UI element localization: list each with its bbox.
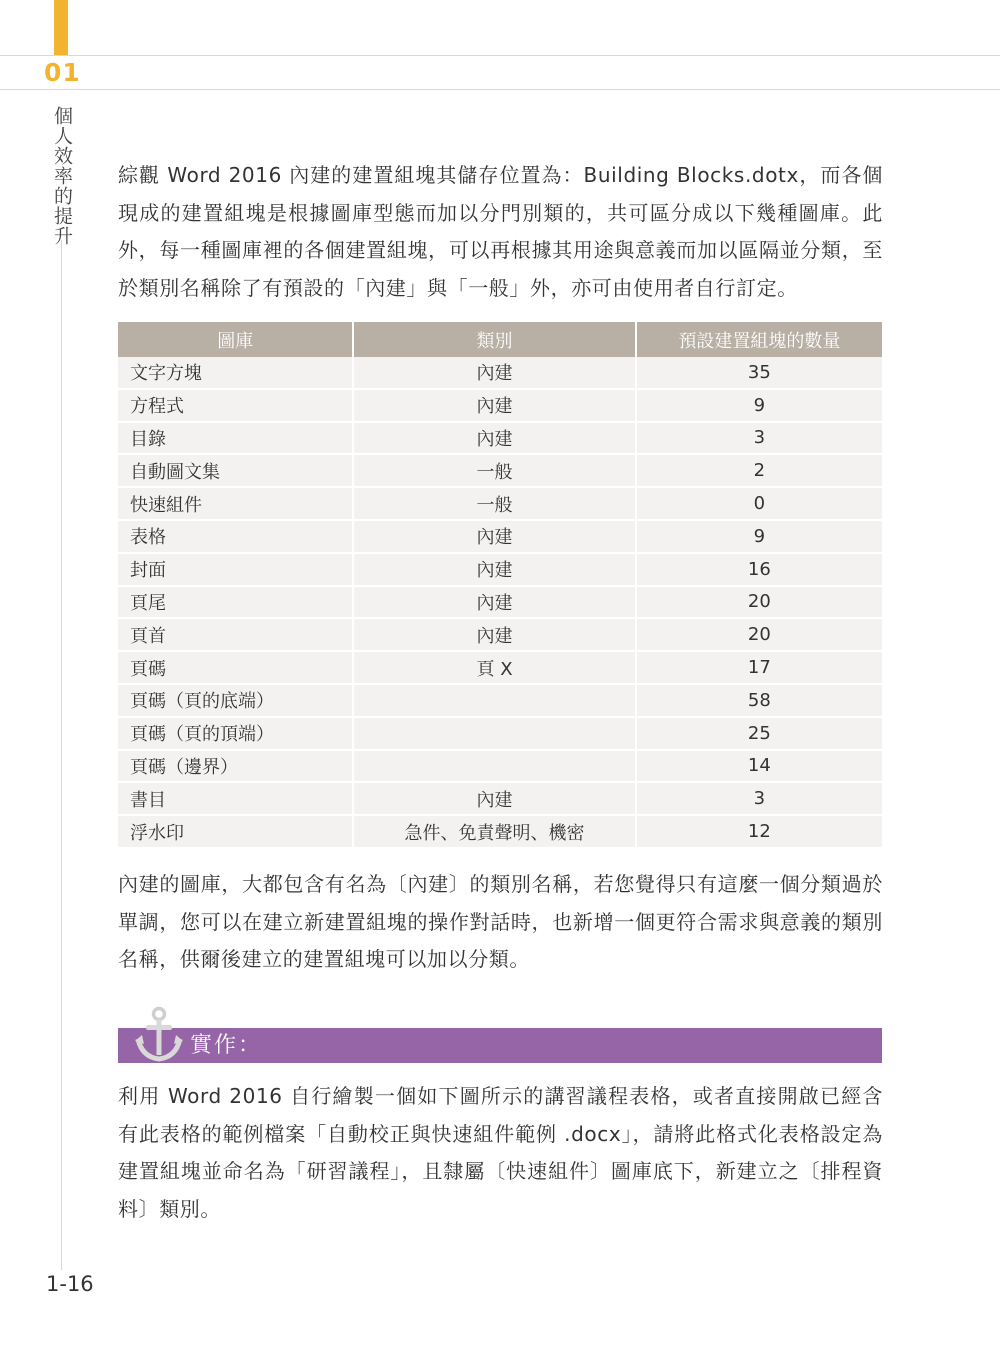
cell-gallery: 表格 <box>118 521 354 554</box>
practice-paragraph <box>118 1078 883 1228</box>
header-count: 預設建置組塊的數量 <box>637 322 882 357</box>
cell-category: 內建 <box>354 423 636 456</box>
cell-category: 頁 X <box>354 652 636 685</box>
cell-gallery: 目錄 <box>118 423 354 456</box>
table-row <box>118 554 882 587</box>
cell-gallery: 頁碼（頁的頂端） <box>118 718 354 751</box>
practice-label: 實作： <box>190 1033 263 1058</box>
table-row <box>118 619 882 652</box>
table-row <box>118 423 882 456</box>
cell-gallery: 頁首 <box>118 619 354 652</box>
note-text: 內建的圖庫，大都包含有名為〔內建〕的類別名稱，若您覺得只有這麼一個分類過於單調，您可以在建立新建置組塊的操作對話時，也新增一個更符合需求與意義的類別名稱，供爾後建立的建置組塊可以加以分類。 <box>118 872 883 971</box>
intro-paragraph <box>118 157 883 307</box>
cell-gallery: 書目 <box>118 783 354 816</box>
cell-count: 58 <box>637 685 882 718</box>
table-header-row <box>118 322 882 357</box>
intro-text: 綜觀 Word 2016 內建的建置組塊其儲存位置為：Building Blocks.dotx，而各個現成的建置組塊是根據圖庫型態而加以分門別類的，共可區分成以下幾種圖庫。此外，每一種圖庫裡的各個建置組塊，可以再根據其用途與意義而加以區隔並分類，至於類別名稱除了有預設的「內建」與「一般」外，亦可由使用者自行訂定。 <box>118 163 883 300</box>
cell-category: 內建 <box>354 357 636 390</box>
header-gallery: 圖庫 <box>118 322 354 357</box>
cell-count: 20 <box>637 619 882 652</box>
cell-count: 2 <box>637 455 882 488</box>
cell-category: 內建 <box>354 783 636 816</box>
table-row <box>118 783 882 816</box>
cell-category: 一般 <box>354 488 636 521</box>
practice-text: 利用 Word 2016 自行繪製一個如下圖所示的講習議程表格，或者直接開啟已經含有此表格的範例檔案「自動校正與快速組件範例 .docx」，請將此格式化表格設定為建置組塊並命名為「研習議程」，且隸屬〔快速組件〕圖庫底下，新建立之〔排程資料〕類別。 <box>118 1084 883 1221</box>
chapter-number: 01 <box>44 58 81 87</box>
cell-category: 內建 <box>354 554 636 587</box>
note-paragraph <box>118 866 883 979</box>
cell-gallery: 文字方塊 <box>118 357 354 390</box>
cell-count: 14 <box>637 751 882 784</box>
cell-category: 內建 <box>354 521 636 554</box>
cell-category: 急件、免責聲明、機密 <box>354 816 636 849</box>
table-row <box>118 751 882 784</box>
side-rule <box>61 240 62 1270</box>
table-row <box>118 685 882 718</box>
cell-gallery: 自動圖文集 <box>118 455 354 488</box>
cell-category <box>354 718 636 751</box>
table-row <box>118 390 882 423</box>
cell-count: 12 <box>637 816 882 849</box>
table-row <box>118 652 882 685</box>
cell-count: 3 <box>637 783 882 816</box>
cell-category: 內建 <box>354 587 636 620</box>
table-row <box>118 587 882 620</box>
cell-gallery: 快速組件 <box>118 488 354 521</box>
cell-count: 9 <box>637 521 882 554</box>
cell-count: 20 <box>637 587 882 620</box>
table-row <box>118 455 882 488</box>
cell-gallery: 頁碼（邊界） <box>118 751 354 784</box>
cell-gallery: 頁尾 <box>118 587 354 620</box>
cell-gallery: 封面 <box>118 554 354 587</box>
table-row <box>118 816 882 849</box>
cell-category <box>354 751 636 784</box>
table-row <box>118 488 882 521</box>
header-subrule <box>0 89 1000 90</box>
cell-count: 17 <box>637 652 882 685</box>
cell-count: 35 <box>637 357 882 390</box>
table-row <box>118 718 882 751</box>
cell-count: 3 <box>637 423 882 456</box>
cell-count: 25 <box>637 718 882 751</box>
cell-gallery: 方程式 <box>118 390 354 423</box>
table-row <box>118 521 882 554</box>
cell-count: 9 <box>637 390 882 423</box>
anchor-icon <box>134 1005 184 1063</box>
cell-category <box>354 685 636 718</box>
cell-gallery: 浮水印 <box>118 816 354 849</box>
header-category: 類別 <box>354 322 636 357</box>
cell-count: 16 <box>637 554 882 587</box>
cell-count: 0 <box>637 488 882 521</box>
cell-category: 一般 <box>354 455 636 488</box>
cell-gallery: 頁碼（頁的底端） <box>118 685 354 718</box>
table-row <box>118 357 882 390</box>
chapter-tab-marker <box>54 0 68 55</box>
cell-category: 內建 <box>354 619 636 652</box>
cell-gallery: 頁碼 <box>118 652 354 685</box>
gallery-table <box>118 322 882 849</box>
cell-category: 內建 <box>354 390 636 423</box>
header-rule <box>0 55 1000 56</box>
chapter-title: 個人效率的提升 <box>51 106 73 246</box>
page-number: 1-16 <box>46 1272 94 1296</box>
